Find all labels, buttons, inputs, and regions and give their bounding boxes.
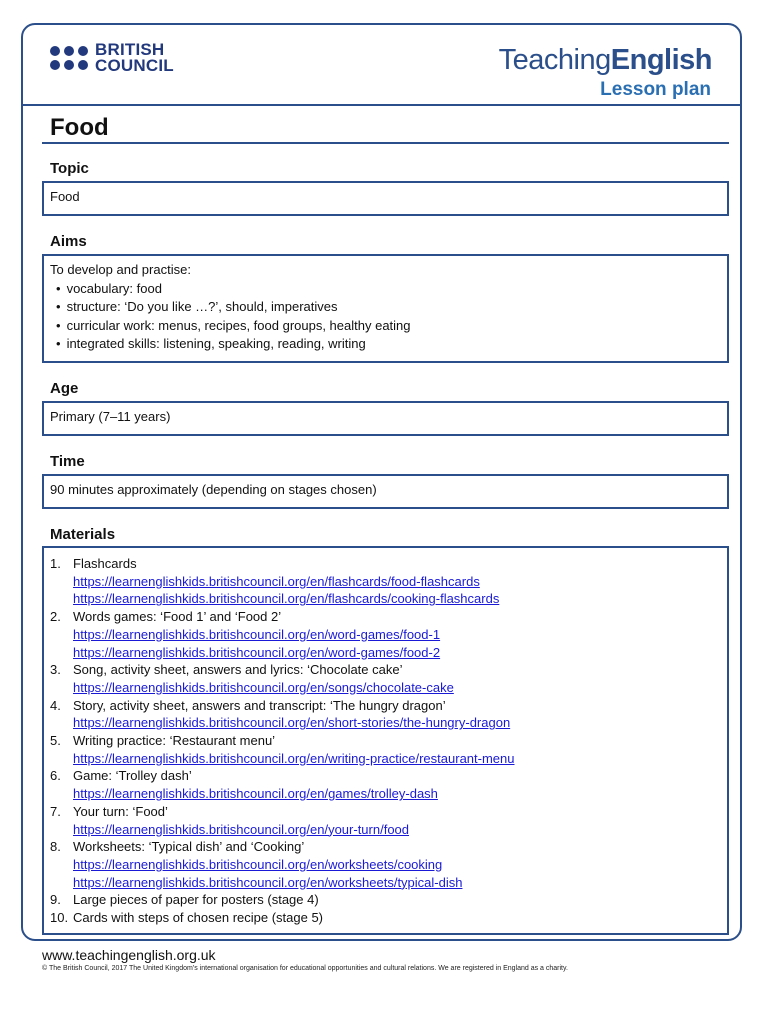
aims-list: [50, 280, 721, 354]
item-number: 5.: [50, 733, 61, 749]
topic-value: Food: [50, 189, 80, 204]
aims-item: • structure: ‘Do you like …?’, should, imperatives: [56, 298, 721, 317]
aims-heading: Aims: [50, 233, 87, 250]
title-bold: English: [610, 44, 712, 76]
footer-copyright: © The British Council, 2017 The United Kingdom’s international organisation for educational opportunities and cultural relations. We are registered in England as a charity.: [42, 965, 568, 972]
topic-box: [42, 181, 729, 216]
title-light: Teaching: [498, 44, 611, 76]
logo-text: [95, 42, 174, 74]
worksheets-cooking-link[interactable]: https://learnenglishkids.britishcouncil.org/en/worksheets/cooking: [73, 856, 443, 872]
item-text: Words games: ‘Food 1’ and ‘Food 2’: [73, 609, 282, 625]
age-heading: Age: [50, 380, 79, 397]
worksheets-typical-dish-link[interactable]: https://learnenglishkids.britishcouncil.org/en/worksheets/typical-dish: [73, 874, 463, 890]
aims-item: • vocabulary: food: [56, 280, 721, 299]
materials-item: [50, 803, 721, 838]
item-number: 8.: [50, 839, 61, 855]
item-number: 6.: [50, 768, 61, 784]
time-box: [42, 474, 729, 509]
topic-heading: Topic: [50, 160, 89, 177]
aims-intro: To develop and practise:: [50, 262, 191, 277]
item-number: 9.: [50, 892, 61, 908]
aims-box: [42, 254, 729, 363]
cooking-flashcards-link[interactable]: https://learnenglishkids.britishcouncil.org/en/flashcards/cooking-flashcards: [73, 591, 500, 607]
materials-list: [50, 555, 721, 927]
item-text: Cards with steps of chosen recipe (stage 5): [73, 910, 324, 926]
page-title: Food: [50, 114, 109, 141]
materials-item: [50, 838, 721, 891]
item-text: Your turn: ‘Food’: [73, 803, 168, 819]
your-turn-food-link[interactable]: https://learnenglishkids.britishcouncil.org/en/your-turn/food: [73, 821, 410, 837]
item-number: 4.: [50, 697, 61, 713]
materials-item: [50, 608, 721, 661]
time-value: 90 minutes approximately (depending on stages chosen): [50, 482, 377, 497]
logo-line-2: COUNCIL: [95, 56, 174, 75]
british-council-logo: [50, 42, 174, 74]
restaurant-menu-link[interactable]: https://learnenglishkids.britishcouncil.org/en/writing-practice/restaurant-menu: [73, 750, 515, 766]
trolley-dash-link[interactable]: https://learnenglishkids.britishcouncil.org/en/games/trolley-dash: [73, 786, 438, 802]
item-text: Game: ‘Trolley dash’: [73, 768, 192, 784]
item-text: Large pieces of paper for posters (stage 4): [73, 892, 319, 908]
food-flashcards-link[interactable]: https://learnenglishkids.britishcouncil.org/en/flashcards/food-flashcards: [73, 573, 480, 589]
word-games-food-2-link[interactable]: https://learnenglishkids.britishcouncil.org/en/word-games/food-2: [73, 644, 441, 660]
materials-heading: Materials: [50, 526, 116, 543]
materials-item: [50, 555, 721, 608]
hungry-dragon-link[interactable]: https://learnenglishkids.britishcouncil.org/en/short-stories/the-hungry-dragon: [73, 715, 511, 731]
age-box: [42, 401, 729, 436]
teaching-english-title: [499, 44, 712, 76]
materials-box: [42, 546, 729, 935]
age-value: Primary (7–11 years): [50, 409, 171, 424]
materials-item: [50, 909, 721, 927]
item-text: Writing practice: ‘Restaurant menu’: [73, 733, 276, 749]
materials-item: [50, 767, 721, 802]
aims-item: • curricular work: menus, recipes, food groups, healthy eating: [56, 317, 721, 336]
aims-item: • integrated skills: listening, speaking, reading, writing: [56, 335, 721, 354]
item-number: 2.: [50, 609, 61, 625]
materials-item: [50, 697, 721, 732]
header-divider: [21, 104, 742, 106]
word-games-food-1-link[interactable]: https://learnenglishkids.britishcouncil.org/en/word-games/food-1: [73, 626, 441, 642]
item-number: 3.: [50, 662, 61, 678]
title-divider: [42, 142, 729, 144]
materials-item: [50, 661, 721, 696]
item-text: Flashcards: [73, 556, 137, 571]
logo-dots-icon: [50, 46, 88, 70]
item-text: Song, activity sheet, answers and lyrics: ‘Chocolate cake’: [73, 662, 403, 678]
item-number: 1.: [50, 556, 61, 571]
materials-item: [50, 891, 721, 909]
chocolate-cake-link[interactable]: https://learnenglishkids.britishcouncil.org/en/songs/chocolate-cake: [73, 679, 454, 695]
materials-item: [50, 732, 721, 767]
item-number: 10.: [50, 910, 69, 926]
logo-line-1: BRITISH: [95, 40, 165, 59]
item-number: 7.: [50, 803, 61, 819]
time-heading: Time: [50, 453, 85, 470]
item-text: Worksheets: ‘Typical dish’ and ‘Cooking’: [73, 839, 305, 855]
item-text: Story, activity sheet, answers and transcript: ‘The hungry dragon’: [73, 697, 446, 713]
footer-website: www.teachingenglish.org.uk: [42, 947, 216, 963]
lesson-plan-subtitle: Lesson plan: [600, 79, 711, 100]
